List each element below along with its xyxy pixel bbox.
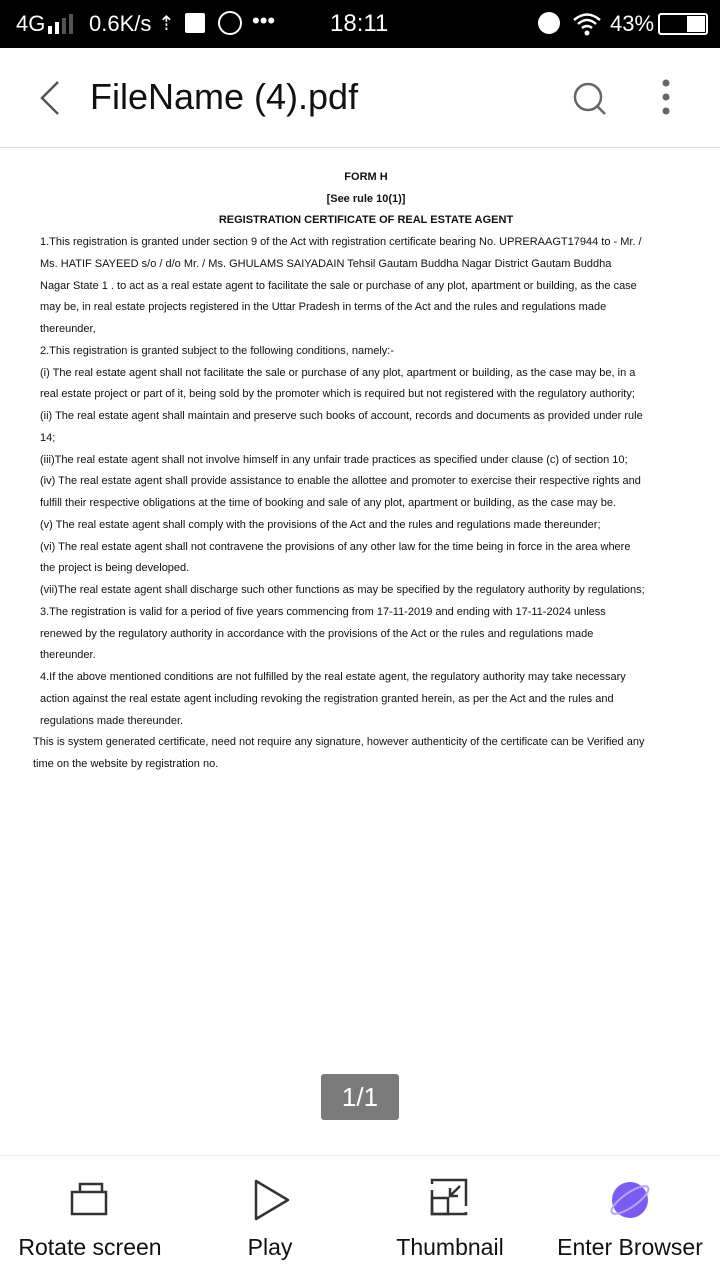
network-type: 4G <box>16 11 46 36</box>
thumbnail-button[interactable] <box>380 1156 520 1281</box>
clock: 18:11 <box>330 10 389 37</box>
certificate-text-line: 2.This registration is granted subject to the following conditions, namely:- <box>40 344 395 357</box>
rotate-icon <box>70 1178 110 1218</box>
back-button[interactable] <box>38 80 62 116</box>
search-icon[interactable] <box>572 81 608 117</box>
wifi-icon <box>572 12 602 42</box>
certificate-text-line: (vi) The real estate agent shall not contravene the provisions of any other law for the time being in force in the area where <box>40 540 631 553</box>
certificate-text-line: Ms. HATIF SAYEED s/o / d/o Mr. / Ms. GHULAMS SAIYADAIN Tehsil Gautam Buddha Nagar District Gautam Buddha <box>40 257 612 270</box>
certificate-text-line: 4.If the above mentioned conditions are not fulfilled by the real estate agent, the regulatory authority may take necessary <box>40 671 626 683</box>
file-title: FileName (4).pdf <box>90 76 359 117</box>
rotate-screen-button[interactable] <box>0 1156 180 1281</box>
certificate-text-line: 1.This registration is granted under section 9 of the Act with registration certificate bearing No. UPRERAAGT17944 to - Mr. / <box>40 236 642 248</box>
more-options-icon[interactable] <box>660 78 672 118</box>
certificate-text-line: regulations made thereunder. <box>40 714 184 727</box>
play-label: Play <box>247 1234 293 1260</box>
form-title: FORM H <box>344 171 388 183</box>
certificate-title: REGISTRATION CERTIFICATE OF REAL ESTATE AGENT <box>218 214 514 226</box>
status-bar <box>0 0 720 48</box>
thumbnail-icon <box>430 1178 470 1218</box>
enter-browser-button[interactable] <box>550 1156 710 1281</box>
certificate-text-line: (i) The real estate agent shall not facilitate the sale or purchase of any plot, apartment or building, as the case may be, in a <box>40 366 636 379</box>
rotate-screen-label: Rotate screen <box>18 1234 162 1260</box>
enter-browser-label: Enter Browser <box>557 1234 703 1260</box>
certificate-text-line: (vii)The real estate agent shall discharge such other functions as may be specified by the regulatory authority by regulations; <box>40 584 645 596</box>
certificate-text-line: fulfill their respective obligations at the time of booking and sale of any plot, apartment or building, as the case may be. <box>40 497 616 509</box>
rule-reference: [See rule 10(1)] <box>326 193 406 205</box>
certificate-text-line: thereunder, <box>40 323 96 335</box>
usb-icon: ⇡ <box>158 13 175 35</box>
signal-icon <box>48 14 76 42</box>
page-indicator: 1/1 <box>321 1074 399 1120</box>
certificate-text-line: the project is being developed. <box>40 562 190 575</box>
battery-icon <box>658 13 708 35</box>
bottom-toolbar <box>0 1155 720 1280</box>
certificate-text-line: thereunder. <box>40 649 96 662</box>
play-icon <box>252 1178 292 1222</box>
certificate-text-line: (v) The real estate agent shall comply with the provisions of the Act and the rules and regulations made thereunder; <box>40 518 601 531</box>
network-speed: 0.6K/s <box>89 11 152 36</box>
alarm-icon <box>538 12 560 34</box>
whatsapp-icon <box>218 11 242 35</box>
certificate-text-line: (iii)The real estate agent shall not involve himself in any unfair trade practices as specified under clause (c) of section 10; <box>40 453 628 466</box>
battery-percent: 43% <box>610 11 655 36</box>
certificate-text-line: renewed by the regulatory authority in accordance with the provisions of the Act or the rules and regulations made <box>40 627 594 640</box>
certificate-text-line: (ii) The real estate agent shall maintain and preserve such books of account, records and documents as provided under rule <box>40 410 643 422</box>
thumbnail-label: Thumbnail <box>396 1234 504 1260</box>
certificate-text-line: action against the real estate agent including revoking the registration granted herein, as per the Act and the rules and <box>40 692 614 705</box>
certificate-text-line: (iv) The real estate agent shall provide assistance to enable the allottee and promoter to exercise their respective rights and <box>40 475 641 488</box>
certificate-text-line: real estate project or part of it, being sold by the promoter which is required but not registered with the regulatory authority; <box>40 388 635 401</box>
top-bar <box>0 48 720 148</box>
certificate-text-line: Nagar State 1 . to act as a real estate agent to facilitate the sale or purchase of any plot, apartment or building, as the case <box>40 279 637 292</box>
certificate-text-line: may be, in real estate projects registered in the Uttar Pradesh in terms of the Act and the rules and regulations made <box>40 301 607 314</box>
play-button[interactable] <box>200 1156 340 1281</box>
certificate-text-line: 3.The registration is valid for a period of five years commencing from 17-11-2019 and ending with 17-11-2024 unless <box>40 605 606 618</box>
browser-planet-icon <box>608 1178 652 1222</box>
footer-text-line: time on the website by registration no. <box>33 758 219 770</box>
certificate-text-line: 14; <box>40 431 56 444</box>
footer-text-line: This is system generated certificate, need not require any signature, however authenticity of the certificate can be Verified any <box>33 736 645 749</box>
more-notifications-icon: ••• <box>252 8 276 33</box>
usb-settings-icon <box>185 13 205 33</box>
